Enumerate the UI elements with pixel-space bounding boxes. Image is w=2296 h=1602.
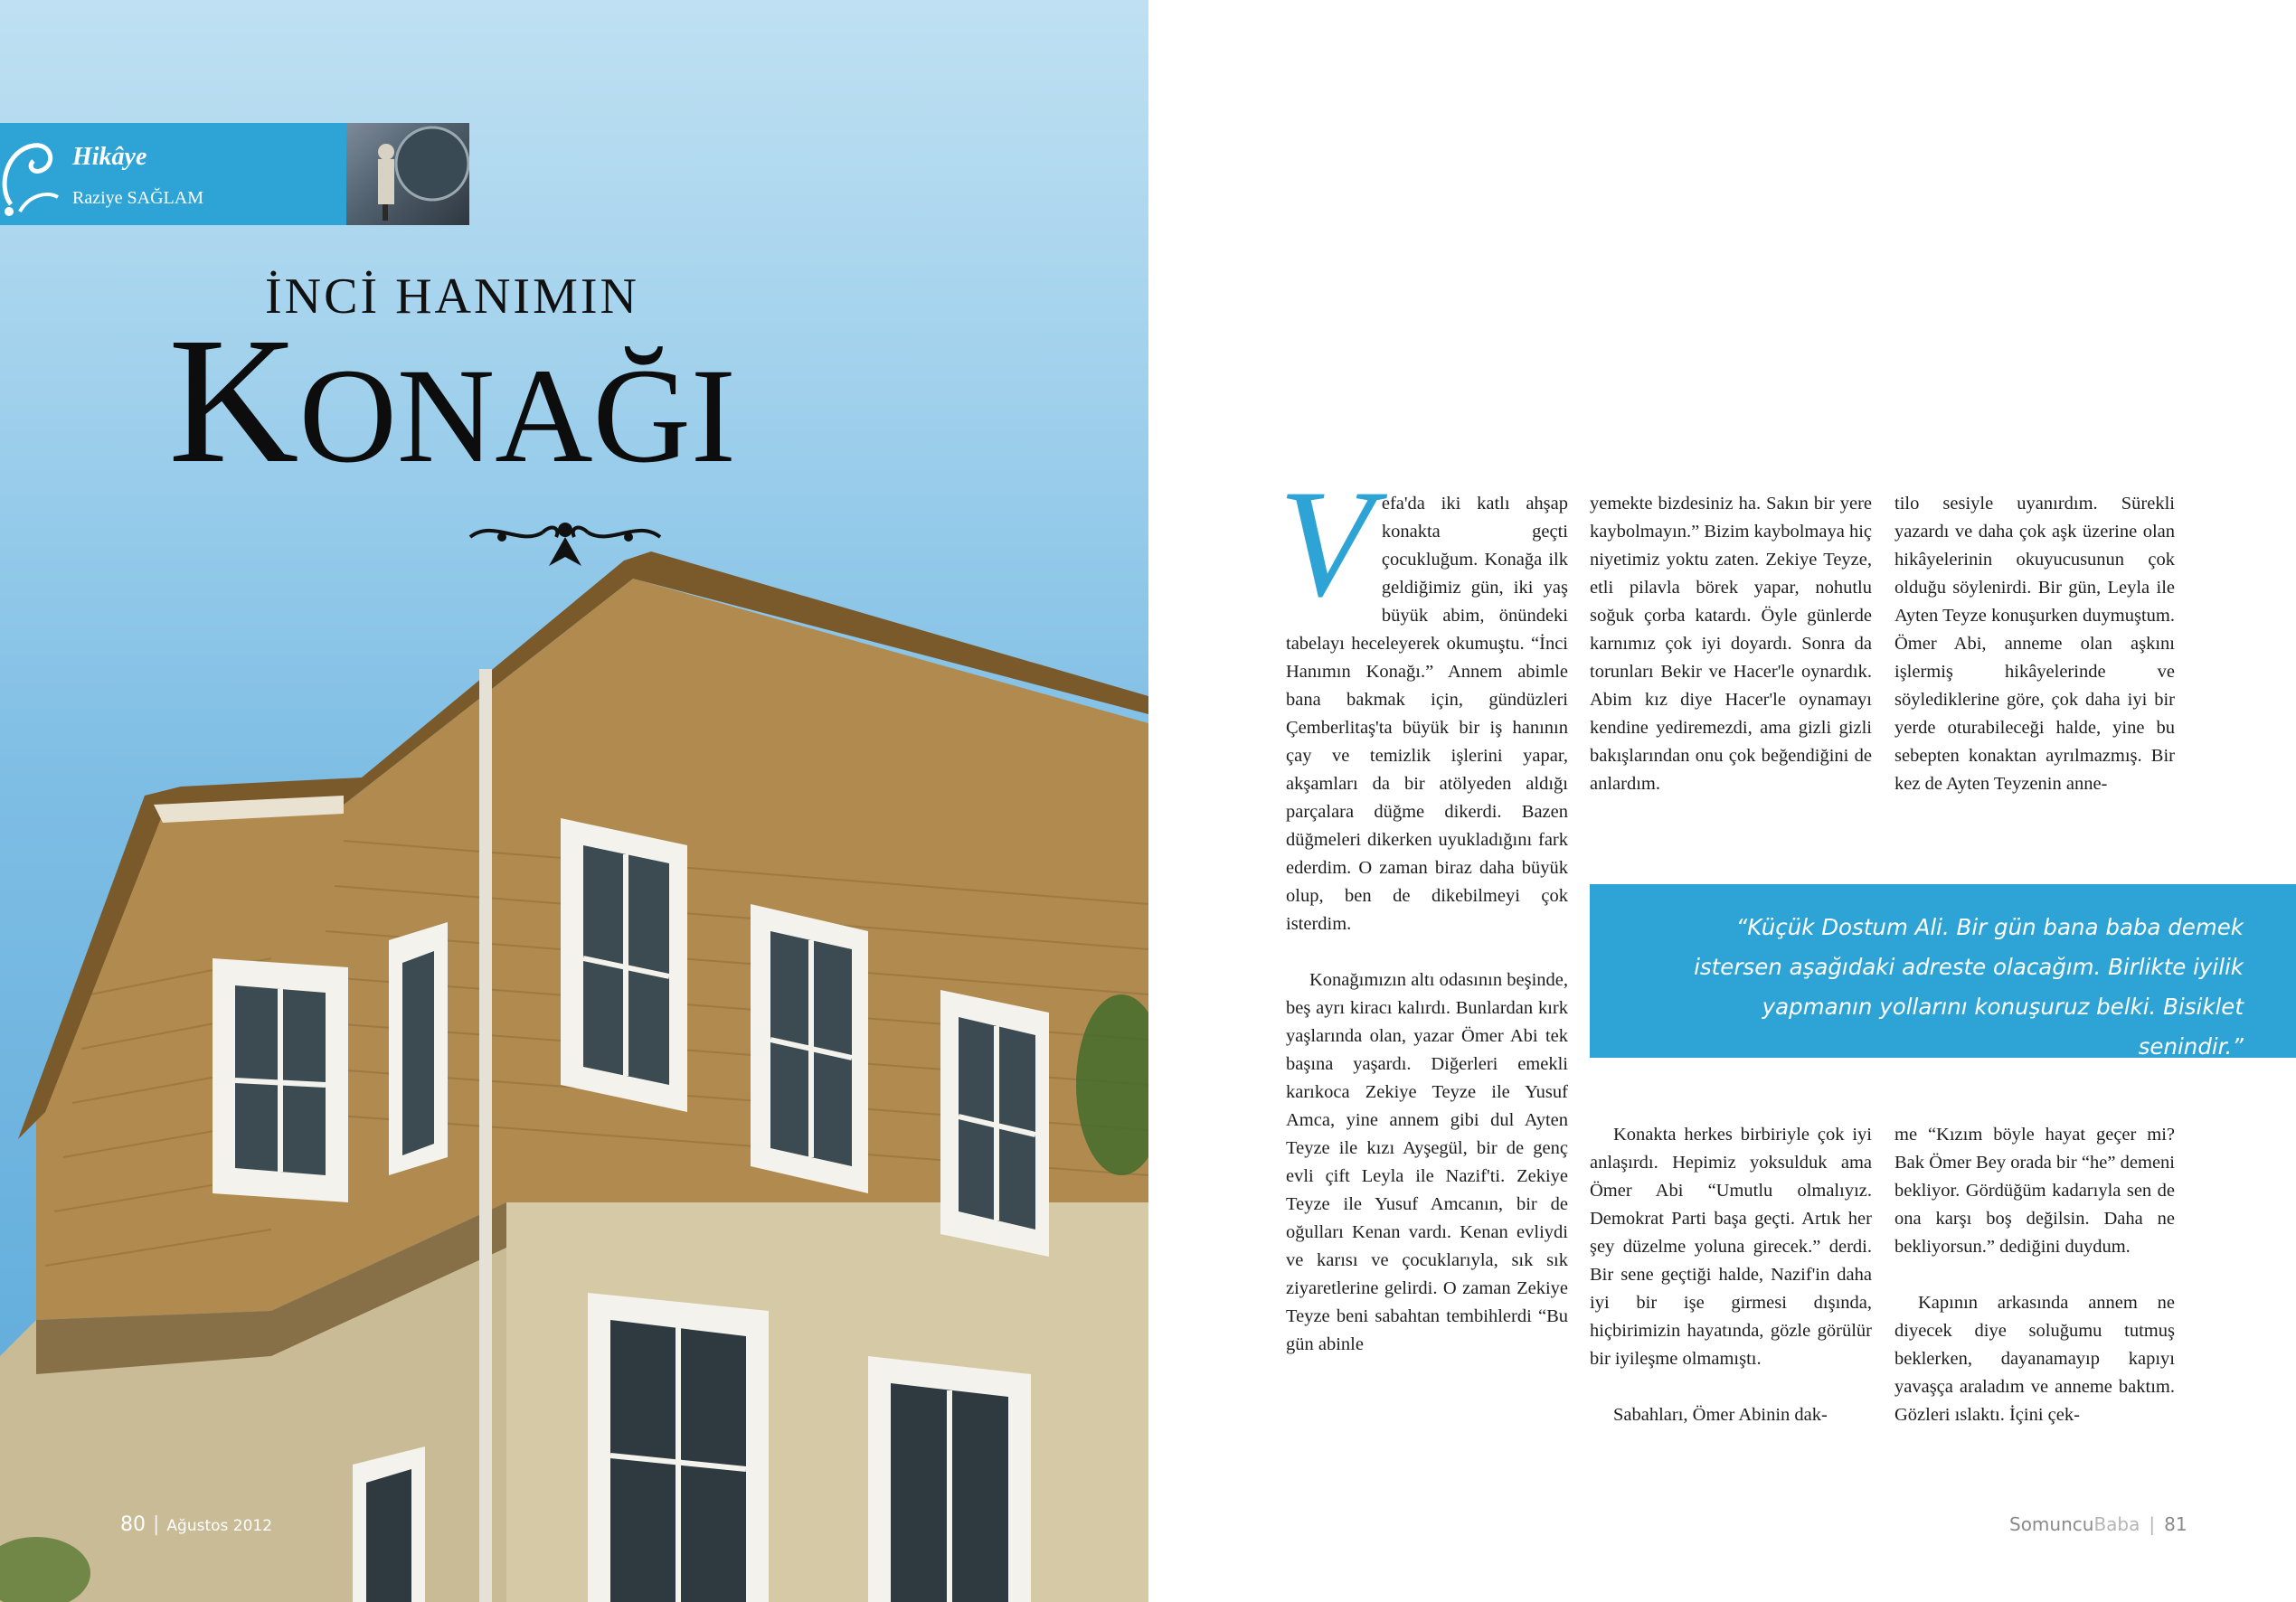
article-column-1 xyxy=(1279,458,1568,1359)
title-line-1: İNCİ HANIMIN xyxy=(265,269,639,325)
pull-quote xyxy=(1590,884,2296,1058)
article-column-3-bottom xyxy=(1894,1121,2175,1429)
page-number-right: 81 xyxy=(2164,1513,2187,1535)
section-tag xyxy=(0,123,346,225)
paragraph: Sabahları, Ömer Abinin dak- xyxy=(1613,1405,1828,1425)
section-name: Hikâye xyxy=(72,143,147,171)
author-name: Raziye SAĞLAM xyxy=(72,188,203,208)
paragraph: Konakta herkes birbiriyle çok iyi anlaşırdı. Hepimiz yoksulduk ama Ömer Abi “Umutlu olmalıyız. Demokrat Parti başa geçti. Artık her şey düzelme yoluna girecek.” derdi. Bir sene geçtiği halde, Nazif'in daha iyi bir işe girmesi dışında, hiçbirimizin hayatında, gözle görülür bir iyileşme olmamıştı. xyxy=(1590,1125,1872,1369)
pull-quote-text: “Küçük Dostum Ali. Bir gün bana baba demek istersen aşağıdaki adreste olacağım. Birlikte iyilik yapmanın yollarını konuşuruz belki. Bisiklet senindir.” xyxy=(1694,914,2244,1060)
drop-cap: V xyxy=(1279,458,1373,628)
page-number-left: 80 xyxy=(120,1513,146,1536)
left-folio: 80 | Ağustos 2012 xyxy=(120,1513,273,1536)
title-line-2 xyxy=(0,301,904,506)
paragraph: Kapının arkasında annem ne diyecek diye soluğumu tutmuş beklerken, dayanamayıp kapıyı yavaşça araladım ve anneme baktım. Gözleri ıslaktı. İçini çek- xyxy=(1894,1293,2175,1425)
article-column-2-bottom xyxy=(1590,1121,1872,1429)
right-folio: SomuncuBaba | 81 xyxy=(2009,1513,2187,1535)
issue-date: Ağustos 2012 xyxy=(166,1517,273,1535)
article-column-2-top xyxy=(1590,490,1872,798)
flourish-ornament-icon xyxy=(466,510,665,573)
paragraph: Konağımızın altı odasının beşinde, beş ayrı kiracı kalırdı. Bunlardan kırk yaşlarında olan, yazar Ömer Abi tek başına yaşardı. Diğerleri emekli karıkoca Zekiye Teyze ile Yusuf Amca, yine annem gibi dul Ayten Teyze ile kızı Ayşegül, bir de genç evli çift Leyla ile Nazif'ti. Zekiye Teyze ile Yusuf Amcanın, bir de oğulları Kenan vardı. Kenan evliydi ve karısı ve çocuklarıyla, sık sık ziyaretlerine gelirdi. O zaman Zekiye Teyze beni sabahtan tembihlerdi “Bu gün abinle xyxy=(1286,970,1568,1354)
paragraph: me “Kızım böyle hayat geçer mi? Bak Ömer Bey orada bir “he” demeni bekliyor. Gördüğüm kadarıyla sen de ona karşı boş değilsin. Daha ne bekliyorsun.” dediğini duydum. xyxy=(1894,1125,2175,1257)
magazine-name: Somuncu xyxy=(2009,1513,2094,1535)
article-column-3-top xyxy=(1894,490,2175,798)
paragraph: yemekte bizdesiniz ha. Sakın bir yere kaybolmayın.” Bizim kaybolmaya hiç niyetimiz yoktu zaten. Zekiye Teyze, etli pilavla börek yapar, nohutlu soğuk çorba katardı. Öyle günlerde karnımız çok iyi doyardı. Sonra da torunları Bekir ve Hacer'le oynardık. Abim kız diye Hacer'le oynamayı kendine yediremezdi, ama gizli gizli bakışlarından onu çok beğendiğini de anlardım. xyxy=(1590,494,1872,794)
title-rest: ONAĞI xyxy=(298,341,736,491)
swirl-ornament-icon xyxy=(2,132,65,218)
section-thumbnail xyxy=(346,123,469,225)
paragraph: tilo sesiyle uyanırdım. Sürekli yazardı ve daha çok aşk üzerine olan hikâyelerinin okuyucusunun çok olduğu söylenirdi. Bir gün, Leyla ile Ayten Teyze konuşurken duymuştum. Ömer Abi, anneme olan aşkını işlermiş hikâyelerinde ve söylediklerine göre, çok daha iyi bir yerde oturabileceği halde, yine bu sebepten konaktan ayrılmazmış. Bir kez de Ayten Teyzenin anne- xyxy=(1894,494,2175,794)
paragraph: efa'da iki katlı ahşap konakta geçti çocukluğum. Konağa ilk geldiğimiz gün, iki yaş büyük abim, önündeki tabelayı heceleyerek okumuştu. “İnci Hanımın Konağı.” Annem abimle bana bakmak için, gündüzleri Çemberlitaş'ta büyük bir iş hanının çay ve temizlik işlerini yapar, akşamları da bir atölyeden aldığı parçalara düğme dikerdi. Bazen düğmeleri dikerken uyukladığını fark ederdim. O zaman biraz daha büyük olup, ben de dikebilmeyi çok isterdim. xyxy=(1286,494,1568,934)
magazine-name-suffix: Baba xyxy=(2093,1513,2140,1535)
title-initial: K xyxy=(168,301,299,501)
